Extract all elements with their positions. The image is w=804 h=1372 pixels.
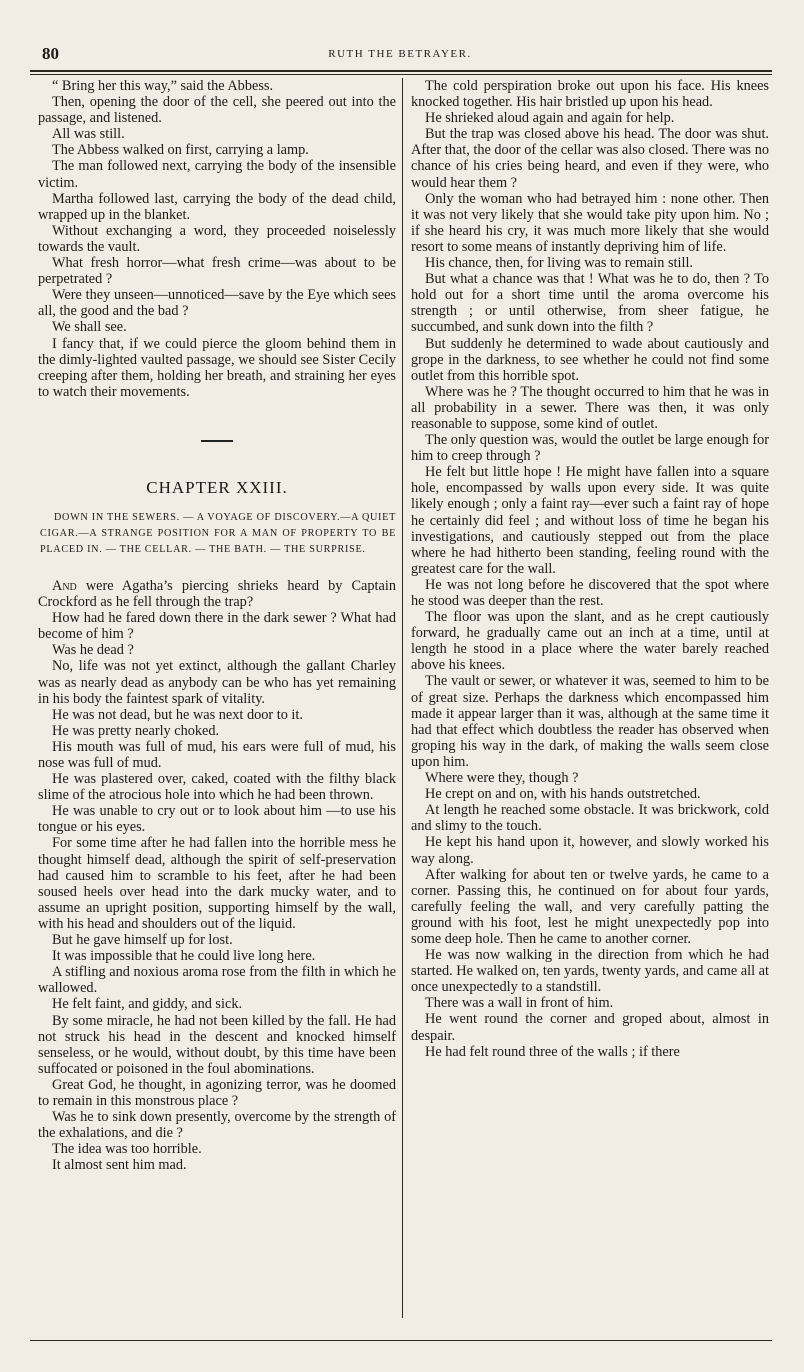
paragraph: Then, opening the door of the cell, she peered out into the passage, and listened. bbox=[38, 94, 396, 127]
paragraph: Only the woman who had betrayed him : none other. Then it was not very likely that she would take pity upon him. No ; if she heard his cry, it was much more likely that she would resort to some means of instantly depriving him of life. bbox=[411, 190, 769, 255]
paragraph: He was pretty nearly choked. bbox=[52, 722, 220, 739]
paragraph: He was not dead, but he was next door to it. bbox=[52, 706, 303, 723]
paragraph: After walking for about ten or twelve yards, he came to a corner. Passing this, he continued on for about four yards, carefully feeling the wall, and very carefully patting the ground with his foot, lest he might unexpectedly pop into some deep hole. Then he came to another corner. bbox=[411, 866, 769, 947]
paragraph: Was he to sink down presently, overcome by the strength of the exhalations, and die ? bbox=[38, 1109, 396, 1142]
opening-word: And bbox=[52, 577, 77, 594]
section-divider bbox=[201, 440, 233, 442]
right-column bbox=[411, 78, 769, 1060]
paragraph: At length he reached some obstacle. It was brickwork, cold and slimy to the touch. bbox=[411, 802, 769, 835]
chapter-title: CHAPTER XXIII. bbox=[146, 477, 288, 497]
paragraph: The cold perspiration broke out upon his face. His knees knocked together. His hair bristled up upon his head. bbox=[411, 78, 769, 111]
left-column bbox=[38, 78, 396, 1173]
paragraph: We shall see. bbox=[52, 319, 127, 336]
paragraph: How had he fared down there in the dark sewer ? What had become of him ? bbox=[38, 610, 396, 643]
column-rule bbox=[402, 78, 403, 1318]
paragraph: But what a chance was that ! What was he to do, then ? To hold out for a short time until the aroma overcome his strength ; or until otherwise, from sheer fatigue, he succumbed, and sunk down into the filth ? bbox=[411, 271, 769, 336]
paragraph: The floor was upon the slant, and as he crept cautiously forward, he gradually came out an inch at a time, until at length he stood in a place where the water barely reached above his knees. bbox=[411, 609, 769, 674]
paragraph: Without exchanging a word, they proceeded noiselessly towards the vault. bbox=[38, 222, 396, 255]
paragraph: Were they unseen—unnoticed—save by the Eye which sees all, the good and the bad ? bbox=[38, 287, 396, 320]
paragraph: There was a wall in front of him. bbox=[425, 995, 614, 1012]
paragraph: Where was he ? The thought occurred to him that he was in all probability in a sewer. There was then, it was only reasonable to suppose, some kind of outlet. bbox=[411, 383, 769, 432]
header-rule bbox=[30, 70, 772, 72]
chapter-opening-paragraph bbox=[38, 578, 396, 610]
paragraph: Great God, he thought, in agonizing terror, was he doomed to remain in this monstrous place ? bbox=[38, 1076, 396, 1109]
paragraph: I fancy that, if we could pierce the gloom behind them in the dimly-lighted vaulted passage, we should see Sister Cecily creeping after them, holding her breath, and straining her eyes to watch their movements. bbox=[38, 335, 396, 400]
footer-rule bbox=[30, 1340, 772, 1341]
paragraph: He was plastered over, caked, coated with the filthy black slime of the atrocious hole into which he had been thrown. bbox=[38, 771, 396, 804]
paragraph: “ Bring her this way,” said the Abbess. bbox=[52, 78, 274, 94]
paragraph: His mouth was full of mud, his ears were full of mud, his nose was full of mud. bbox=[38, 738, 396, 771]
opening-text: were Agatha’s piercing shrieks heard by Captain Crockford as he fell through the trap? bbox=[38, 577, 396, 611]
paragraph: What fresh horror—what fresh crime—was about to be perpetrated ? bbox=[38, 255, 396, 288]
paragraph: The idea was too horrible. bbox=[52, 1141, 202, 1158]
running-title: RUTH THE BETRAYER. bbox=[328, 48, 472, 60]
chapter-synopsis: DOWN IN THE SEWERS. — A VOYAGE OF DISCOVERY.—A QUIET CIGAR.—A STRANGE POSITION FOR A MAN OF PROPERTY TO BE PLACED IN. — THE CELLAR. — THE BATH. — THE SURPRISE. bbox=[40, 511, 396, 555]
paragraph: He kept his hand upon it, however, and slowly worked his way along. bbox=[411, 834, 769, 867]
paragraph: For some time after he had fallen into the horrible mess he thought himself dead, although the spirit of self-preservation had caused him to scramble to his feet, after he had been soused heels over head into the dark mucky water, and to assume an upright position, supporting himself by the wall, with his head and shoulders out of the liquid. bbox=[38, 835, 396, 932]
left-paragraphs-after bbox=[38, 610, 396, 1173]
paragraph: He shrieked aloud again and again for help. bbox=[425, 110, 675, 127]
paragraph: It almost sent him mad. bbox=[52, 1157, 187, 1174]
paragraph: His chance, then, for living was to remain still. bbox=[425, 255, 694, 272]
paragraph: He was unable to cry out or to look about him —to use his tongue or his eyes. bbox=[38, 803, 396, 836]
paragraph: Was he dead ? bbox=[52, 642, 134, 659]
paragraph: The only question was, would the outlet be large enough for him to creep through ? bbox=[411, 432, 769, 465]
paragraph: It was impossible that he could live long here. bbox=[52, 948, 316, 965]
page-header bbox=[30, 44, 770, 66]
paragraph: By some miracle, he had not been killed by the fall. He had not struck his head in the descent and knocked himself senseless, or he would, without doubt, by this time have been suffocated or poisoned in the foul abominations. bbox=[38, 1012, 396, 1077]
paragraph: The vault or sewer, or whatever it was, seemed to him to be of great size. Perhaps the darkness which encompassed him made it appear larger than it was, although at the same time it had that effect which doubtless the reader has observed when groping his way in the dark, of making the walls seem close upon him. bbox=[411, 673, 769, 770]
paragraph: He felt but little hope ! He might have fallen into a square hole, encompassed by walls upon every side. It was quite likely enough ; only a faint ray—ever such a faint ray of hope he certainly did feel ; and without loss of time he began his investigations, and cautiously stepped out from the place where he had hitherto been standing, feeling round with the greatest care for the wall. bbox=[411, 464, 769, 577]
paragraph: A stifling and noxious aroma rose from the filth in which he wallowed. bbox=[38, 964, 396, 997]
paragraph: But he gave himself up for lost. bbox=[52, 932, 233, 949]
paragraph: He crept on and on, with his hands outstretched. bbox=[425, 786, 701, 803]
paragraph: He went round the corner and groped about, almost in despair. bbox=[411, 1011, 769, 1044]
paragraph: Martha followed last, carrying the body of the dead child, wrapped up in the blanket. bbox=[38, 190, 396, 223]
paragraph: The man followed next, carrying the body of the insensible victim. bbox=[38, 158, 396, 191]
paragraph: Where were they, though ? bbox=[425, 770, 579, 787]
paragraph: The Abbess walked on first, carrying a lamp. bbox=[52, 142, 309, 159]
paragraph: No, life was not yet extinct, although the gallant Charley was as nearly dead as anybody can be who has yet remaining in his body the faintest spark of vitality. bbox=[38, 658, 396, 707]
right-paragraphs bbox=[411, 78, 769, 1060]
paragraph: He was now walking in the direction from which he had started. He walked on, ten yards, twenty yards, and came all at once unexpectedly to a standstill. bbox=[411, 947, 769, 996]
paragraph: But suddenly he determined to wade about cautiously and grope in the darkness, to see whether he could not find some outlet from this horrible spot. bbox=[411, 335, 769, 384]
paragraph: He had felt round three of the walls ; if there bbox=[425, 1043, 680, 1060]
page-number: 80 bbox=[42, 44, 59, 63]
paragraph: He felt faint, and giddy, and sick. bbox=[52, 996, 243, 1013]
paragraph: He was not long before he discovered that the spot where he stood was deeper than the rest. bbox=[411, 576, 769, 609]
paragraph: But the trap was closed above his head. The door was shut. After that, the door of the cellar was also closed. There was no chance of his cries being heard, and even if they were, who would hear them ? bbox=[411, 126, 769, 191]
header-rule-thin bbox=[30, 74, 772, 75]
left-paragraphs-before bbox=[38, 78, 396, 400]
paragraph: All was still. bbox=[52, 126, 125, 143]
